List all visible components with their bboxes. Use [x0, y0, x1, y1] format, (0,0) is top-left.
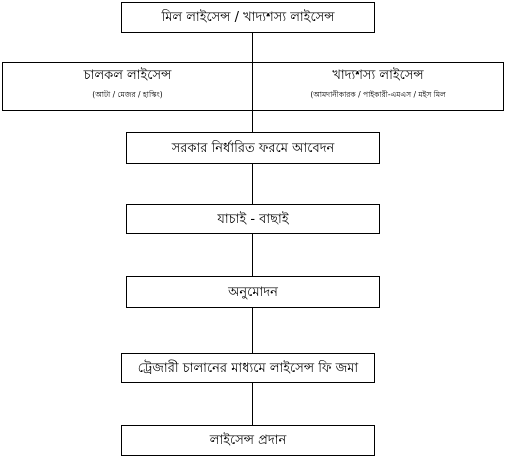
rice-mill-license-box [2, 62, 253, 111]
step-fee-deposit-label: ট্রেজারী চালানের মাধ্যমে লাইসেন্স ফি জমা [137, 360, 359, 376]
step-license-issue-label: লাইসেন্স প্রদান [209, 433, 287, 448]
foodgrain-license-note: (আমদানীকারক / পাইকারী-এমএস / মইস মিল [310, 90, 446, 100]
step-license-issue-box [121, 425, 375, 456]
connector-step4-to-step5 [252, 382, 253, 425]
rice-mill-license-title: চালকল লাইসেন্স [83, 68, 172, 83]
foodgrain-license-title: খাদ্যশস্য লাইসেন্স [332, 68, 424, 83]
connector-branches-to-step1 [252, 110, 253, 132]
step-application-box [126, 132, 380, 164]
top-license-box [121, 2, 375, 33]
step-fee-deposit-box [121, 353, 375, 383]
connector-step2-to-step3 [252, 233, 253, 276]
connector-step3-to-step4 [252, 307, 253, 354]
step-verification-box [126, 204, 380, 234]
step-approval-box [126, 276, 380, 308]
step-verification-label: যাচাই - বাছাই [217, 211, 289, 227]
step-approval-label: অনুমোদন [228, 284, 278, 300]
connector-top-to-branches [252, 32, 253, 62]
top-license-label: মিল লাইসেন্স / খাদ্যশস্য লাইসেন্স [161, 10, 335, 25]
step-application-label: সরকার নির্ধারিত ফরমে আবেদন [171, 140, 335, 156]
rice-mill-license-note: (আটা / মেজর / হাস্কিং) [92, 90, 163, 100]
foodgrain-license-box [252, 62, 504, 111]
connector-step1-to-step2 [252, 163, 253, 205]
